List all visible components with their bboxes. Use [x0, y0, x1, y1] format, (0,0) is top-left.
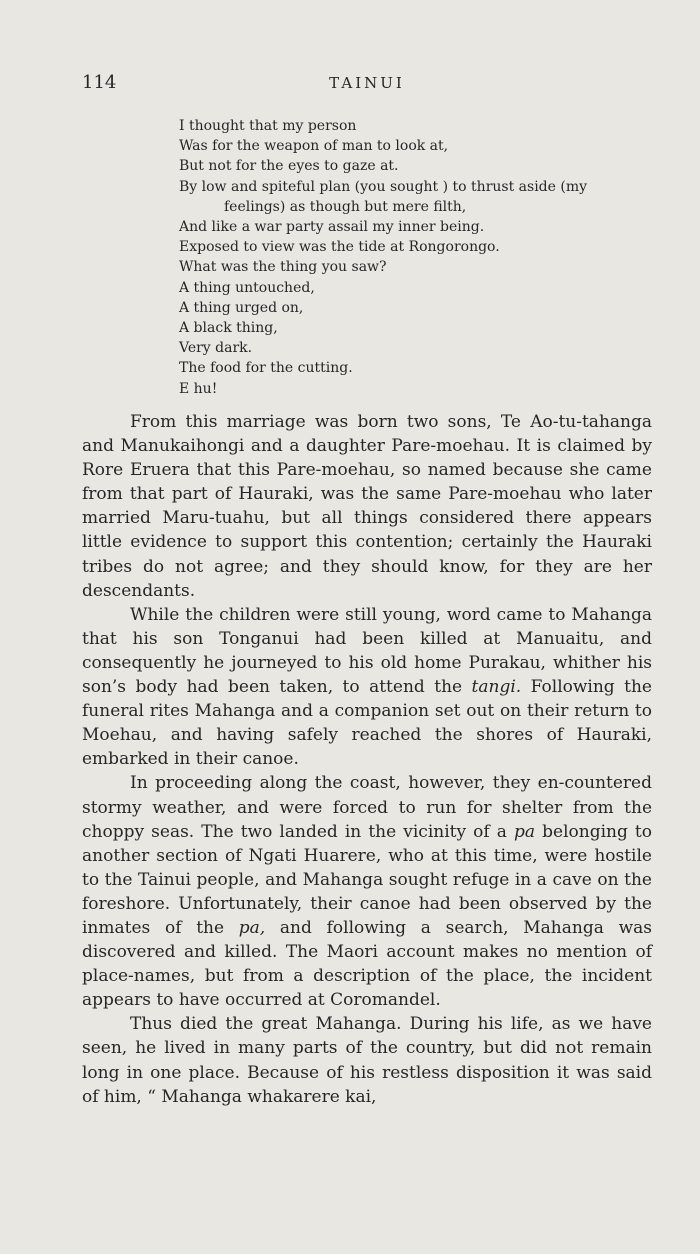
running-title: TAINUI — [329, 74, 405, 92]
paragraph-text: While the children were still young, word came to Mahanga that his son Tonganui had been killed at Manuaitu, and consequently he journeyed to his old home Purakau, whither his son’s body had been taken, to attend the — [82, 604, 652, 698]
paragraph-coast — [82, 771, 652, 1012]
poem-line: Was for the weapon of man to look at, — [179, 138, 449, 155]
poem-line: I thought that my person — [179, 118, 357, 134]
page-header — [82, 72, 652, 96]
poem-line: But not for the eyes to gaze at. — [179, 158, 399, 175]
poem-line: Very dark. — [179, 340, 253, 357]
poem-line: feelings) as though but mere filth, — [224, 198, 467, 215]
body-text — [82, 410, 652, 1109]
paragraph-tonganui — [82, 603, 652, 772]
paragraph-text: belonging to another section of Ngati Huarere, who at this time, were hostile to the Tainui people, and Mahanga sought refuge in a cave on the foreshore. Unfortunately, their canoe had been observed by the inmates of the — [82, 821, 652, 938]
page-number: 114 — [82, 72, 117, 93]
poem-line: And like a war party assail my inner being. — [179, 219, 485, 236]
poem-block — [179, 116, 659, 399]
paragraph-death: Thus died the great Mahanga. During his life, as we have seen, he lived in many parts of the country, but did not remain long in one place. Because of his restless disposition it was said of him, “ Mahanga whakarere kai, — [82, 1014, 652, 1107]
poem-line: A thing untouched, — [179, 279, 315, 296]
poem-line: Exposed to view was the tide at Rongorongo. — [179, 239, 500, 256]
paragraph-text: Following the funeral rites Mahanga and a companion set out on their return to Moehau, and having safely reached the shores of Hauraki, embarked in their canoe. — [82, 677, 652, 770]
paragraph-marriage: From this marriage was born two sons, Te Ao-tu-tahanga and Manukaihongi and a daughter Pare-moehau. It is claimed by Rore Eruera that this Pare-moehau, so named because she came from that part of Hauraki, was the same Pare-moehau who later married Maru-tuahu, but all things considered there appears little evidence to support this contention; certainly the Hauraki tribes do not agree; and they should know, for they are her descendants. — [82, 412, 652, 601]
paragraph-text: and following a search, Mahanga was discovered and killed. The Maori account makes no mention of place-names, but from a description of the place, the incident appears to have occurred at Coromandel. — [82, 917, 652, 1011]
poem-line: The food for the cutting. — [179, 360, 353, 377]
poem-line: A thing urged on, — [179, 299, 304, 316]
paragraph-text: In proceeding along the coast, however, they en-countered stormy weather, and were forced to run for shelter from the choppy seas. The two landed in the vicinity of a — [82, 773, 652, 842]
poem-line: A black thing, — [179, 320, 278, 337]
italic-term-pa: pa — [514, 821, 536, 842]
italic-term-pa: pa, — [238, 917, 266, 938]
italic-term-tangi: tangi. — [471, 677, 522, 698]
poem-line: E hu! — [179, 380, 218, 397]
poem-line: What was the thing you saw? — [179, 259, 387, 276]
poem-line: By low and spiteful plan (you sought ) to thrust aside (my — [179, 178, 588, 195]
